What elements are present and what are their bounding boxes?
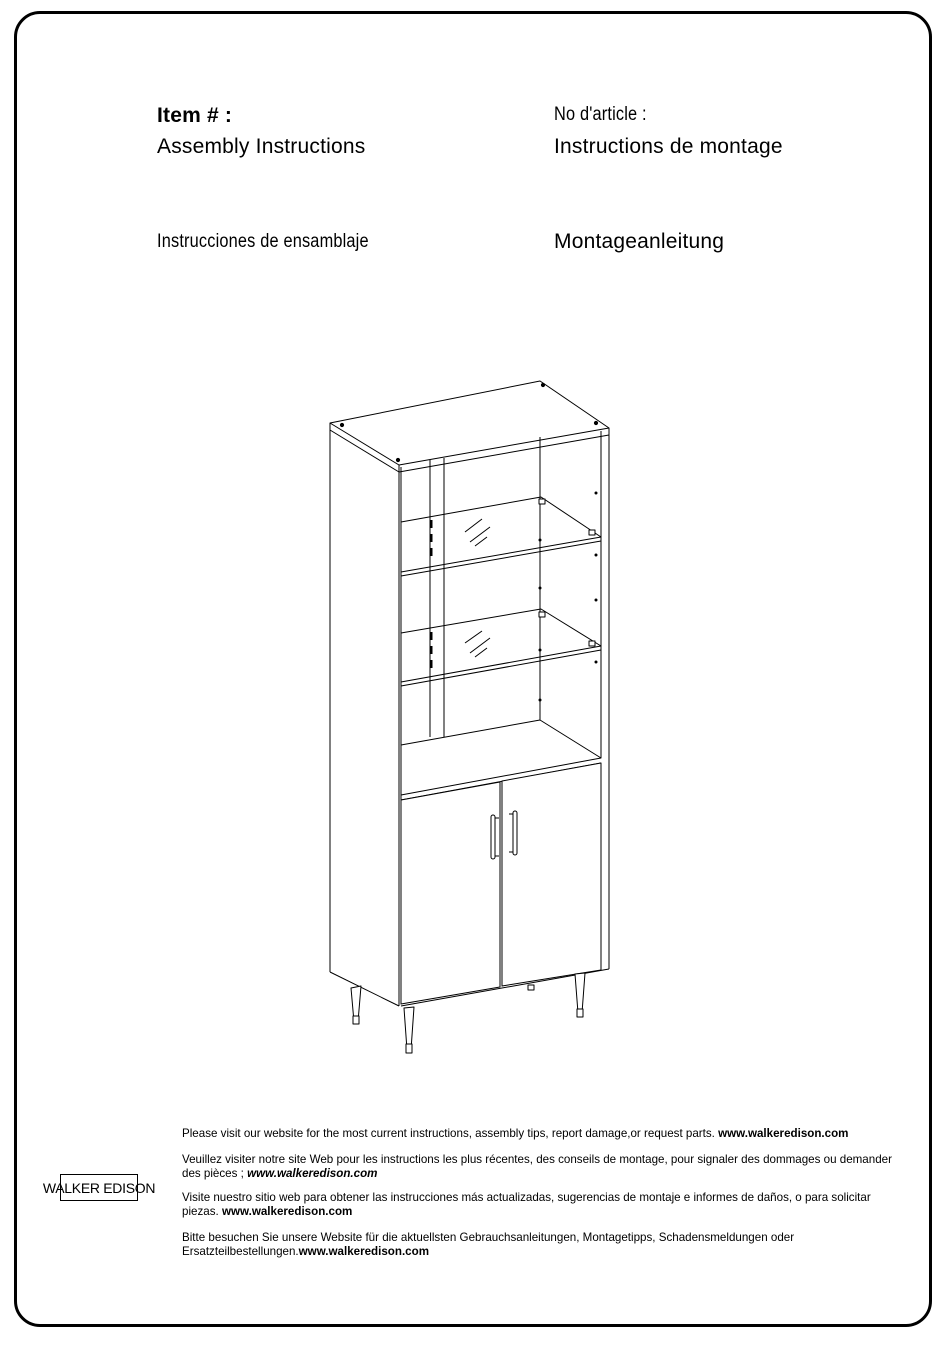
footer-german-url[interactable]: www.walkeredison.com: [298, 1245, 430, 1258]
footer-english-text: Please visit our website for the most current instructions, assembly tips, report damage,or request parts.: [182, 1127, 719, 1140]
footer-french: [182, 1153, 910, 1181]
footer-spanish: [182, 1191, 910, 1219]
footer-french-url[interactable]: www.walkeredison.com: [247, 1167, 378, 1180]
logo-text: WALKER EDISON: [42, 1180, 156, 1196]
item-number-label: Item # :: [157, 104, 233, 127]
de-instructions-title: Montageanleitung: [554, 230, 725, 253]
footer-english-url[interactable]: www.walkeredison.com: [718, 1127, 849, 1140]
footer-english: [182, 1127, 910, 1141]
es-instructions-title: Instrucciones de ensamblaje: [157, 231, 369, 252]
footer-german-text: Bitte besuchen Sie unsere Website für die aktuellsten Gebrauchsanleitungen, Montagetipps, Schadensmeldungen oder Ersatzteilbestellungen.: [182, 1231, 795, 1258]
assembly-instructions-title: Assembly Instructions: [157, 135, 366, 158]
fr-instructions-title: Instructions de montage: [554, 135, 783, 158]
footer-spanish-text: Visite nuestro sitio web para obtener las instrucciones más actualizadas, sugerencias de montaje e informes de daños, o para solicitar piezas.: [182, 1191, 871, 1218]
walker-edison-logo: [40, 1172, 158, 1204]
footer-spanish-url[interactable]: www.walkeredison.com: [221, 1205, 353, 1218]
footer-french-text: Veuillez visiter notre site Web pour les instructions les plus récentes, des conseils de montage, pour signaler des dommages ou demander des pièces ;: [182, 1153, 892, 1180]
fr-article-label: No d'article :: [554, 104, 647, 125]
footer-german: [182, 1231, 910, 1259]
